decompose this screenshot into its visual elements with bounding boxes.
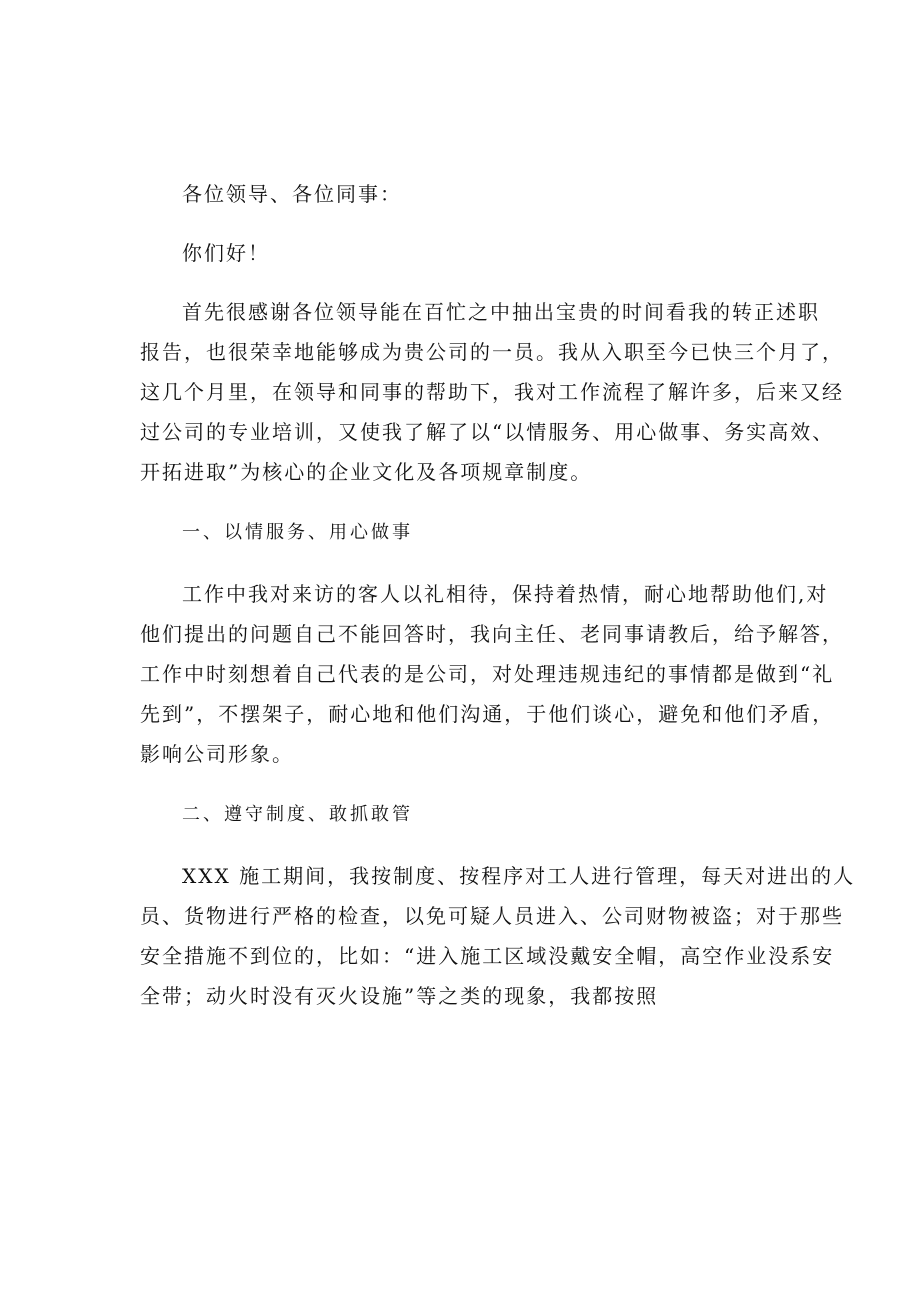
document-body: [140, 174, 856, 1016]
intro-paragraph: [140, 292, 844, 492]
paragraph-line: 过公司的专业培训，又使我了解了以“以情服务、用心做事、务实高效、: [140, 420, 835, 444]
paragraph-line: 工作中我对来访的客人以礼相待，保持着热情，耐心地帮助他们,对: [182, 582, 829, 606]
paragraph-line: 员、货物进行严格的检查，以免可疑人员进入、公司财物被盗；对于那些: [140, 904, 844, 928]
paragraph-line: 工作中时刻想着自己代表的是公司，对处理违规违纪的事情都是做到“礼: [140, 662, 835, 686]
paragraph-line: 首先很感谢各位领导能在百忙之中抽出宝贵的时间看我的转正述职: [182, 300, 820, 324]
greeting-line: 各位领导、各位同事：: [182, 182, 402, 206]
paragraph-line: XXX 施工期间，我按制度、按程序对工人进行管理，每天对进出的人: [182, 864, 856, 888]
section1-paragraph: [140, 574, 844, 774]
paragraph-line: 开拓进取”为核心的企业文化及各项规章制度。: [140, 460, 593, 484]
paragraph-line: 安全措施不到位的，比如：“进入施工区域没戴安全帽，高空作业没系安: [140, 944, 835, 968]
section-heading: 一、以情服务、用心做事: [182, 522, 413, 543]
paragraph-line: 影响公司形象。: [140, 742, 294, 766]
paragraph-line: 报告，也很荣幸地能够成为贵公司的一员。我从入职至今已快三个月了，: [140, 340, 844, 364]
paragraph-line: 他们提出的问题自己不能回答时，我向主任、老同事请教后，给予解答，: [140, 622, 844, 646]
paragraph-line: 这几个月里，在领导和同事的帮助下，我对工作流程了解许多，后来又经: [140, 380, 844, 404]
hello-line: 你们好！: [182, 241, 270, 265]
paragraph-line: 全带；动火时没有灭火设施”等之类的现象，我都按照: [140, 984, 659, 1008]
paragraph-line: 先到”，不摆架子，耐心地和他们沟通，于他们谈心，避免和他们矛盾，: [140, 702, 835, 726]
section2-paragraph: [140, 856, 856, 1016]
section-heading: 二、遵守制度、敢抓敢管: [182, 804, 413, 825]
